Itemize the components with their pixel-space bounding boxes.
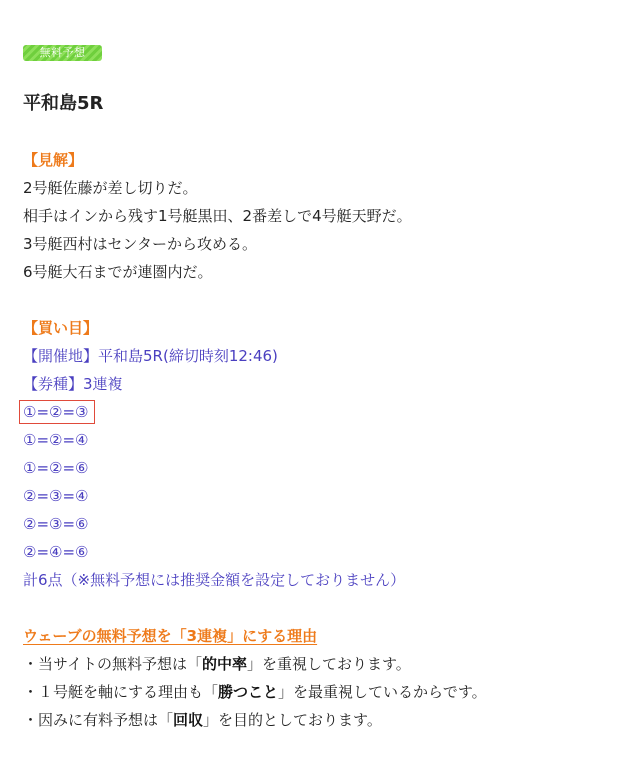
- analysis-line: 3号艇西村はセンターから攻める。: [23, 235, 257, 253]
- reason-item-post: 」を目的としております。: [203, 711, 382, 729]
- reason-item-bold: 的中率: [201, 655, 247, 673]
- page-title: 平和島5R: [23, 93, 104, 114]
- reason-heading-link[interactable]: ウェーブの無料予想を「3連複」にする理由: [23, 627, 318, 645]
- analysis-line: 2号艇佐藤が差し切りだ。: [23, 179, 198, 197]
- free-prediction-badge: 無料予想: [23, 45, 102, 61]
- analysis-line: 相手はインから残す1号艇黒田、2番差しで4号艇天野だ。: [23, 207, 412, 225]
- picks-total: 計6点（※無料予想には推奨金額を設定しておりません）: [23, 571, 406, 589]
- picks-venue: 【開催地】平和島5R(締切時刻12:46): [23, 347, 278, 365]
- reason-item-pre: ・当サイトの無料予想は「: [23, 655, 202, 673]
- reason-item-pre: ・１号艇を軸にする理由も「: [23, 683, 219, 701]
- reason-item-post: 」を最重視しているからです。: [278, 683, 487, 701]
- combo-item: ①=②=⑥: [23, 459, 89, 477]
- reason-item-bold: 勝つこと: [218, 683, 279, 701]
- combo-item: ②=③=④: [23, 487, 89, 505]
- reason-item-bold: 回収: [173, 711, 204, 729]
- analysis-line: 6号艇大石までが連圏内だ。: [23, 263, 213, 281]
- combo-item: ②=③=⑥: [23, 515, 89, 533]
- picks-heading: 【買い目】: [23, 319, 99, 337]
- reason-item: [23, 654, 411, 674]
- combo-item: ①=②=④: [23, 431, 89, 449]
- analysis-heading: 【見解】: [23, 151, 84, 169]
- combo-item: ①=②=③: [23, 403, 89, 421]
- reason-item-post: 」を重視しております。: [246, 655, 411, 673]
- reason-item: [23, 710, 382, 730]
- combo-item: ②=④=⑥: [23, 543, 89, 561]
- reason-item-pre: ・因みに有料予想は「: [23, 711, 174, 729]
- reason-item: [23, 682, 487, 702]
- picks-ticket-type: 【券種】3連複: [23, 375, 123, 393]
